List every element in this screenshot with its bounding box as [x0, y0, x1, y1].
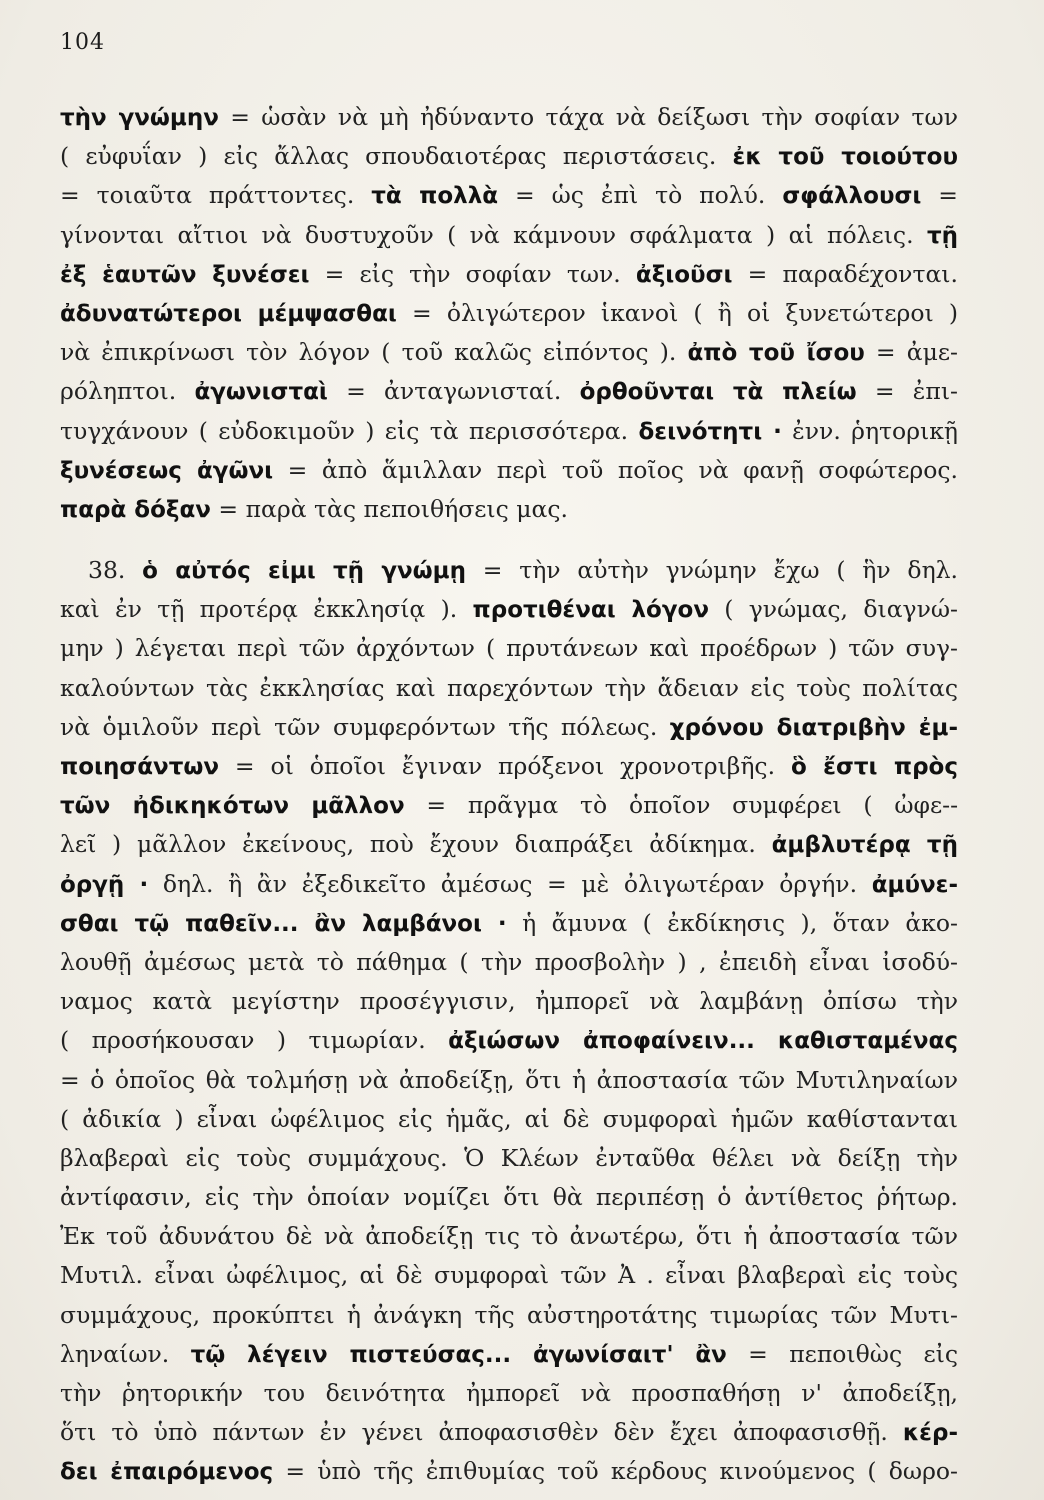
- gloss-text: = τὴν αὐτὴν γνώμην ἔχω ( ἣν δηλ.: [465, 556, 958, 585]
- gloss-text: γίνονται αἴτιοι νὰ δυστυχοῦν ( νὰ κάμνουν σφάλματα ) αἱ πόλεις.: [60, 220, 927, 249]
- text-line: [60, 98, 958, 137]
- lemma-term: ὀργῇ ·: [60, 871, 149, 898]
- text-line: [60, 372, 958, 411]
- lemma-term: ποιησάντων: [60, 754, 220, 780]
- gloss-text: = πεποιθὼς εἰς: [726, 1339, 958, 1368]
- text-line: [60, 1296, 958, 1335]
- gloss-text: = πρᾶγμα τὸ ὁποῖον συμφέρει ( ὠφε--: [404, 791, 958, 820]
- text-line: [60, 982, 958, 1021]
- gloss-text: =: [921, 181, 958, 210]
- text-line: [60, 904, 958, 943]
- lemma-term: δεινότητι ·: [638, 418, 782, 445]
- text-line: [60, 1374, 958, 1413]
- lemma-term: παρὰ δόξαν: [60, 496, 211, 523]
- gloss-text: = ὡσὰν νὰ μὴ ἠδύναντο τάχα νὰ δείξωσι τὴν σοφίαν των: [218, 103, 958, 131]
- text-line: [60, 1139, 958, 1178]
- text-line: [60, 1061, 958, 1100]
- gloss-text: = ἀνταγωνισταί.: [327, 377, 580, 406]
- gloss-text: = παραδέχονται.: [732, 259, 958, 288]
- text-line: [60, 1452, 958, 1491]
- lemma-term: δει ἐπαιρόμενος: [60, 1459, 274, 1486]
- gloss-text: ἐνν. ῥητορικῇ: [781, 416, 958, 445]
- lemma-term: κέρ-: [902, 1420, 958, 1447]
- gloss-text: ὅτι τὸ ὑπὸ πάντων ἐν γένει ἀποφασισθὲν δὲν ἔχει ἀποφασισθῇ.: [60, 1418, 903, 1447]
- gloss-text: ἡ ἄμυνα ( ἐκδίκησις ), ὅταν ἀκο-: [506, 908, 958, 937]
- lemma-term: ὃ ἔστι πρὸς: [790, 754, 958, 780]
- gloss-text: 38.: [88, 556, 143, 585]
- gloss-text: ( γνώμας, διαγνώ-: [709, 595, 958, 624]
- gloss-text: δηλ. ἢ ἂν ἐξεδικεῖτο ἀμέσως = μὲ ὀλιγωτέραν ὀργήν.: [148, 869, 872, 898]
- gloss-text: ( εὐφυΐαν ) εἰς ἄλλας σπουδαιοτέρας περιστάσεις.: [60, 142, 733, 171]
- lemma-term: ἀμύνε-: [871, 871, 958, 898]
- text-line: [60, 1021, 958, 1060]
- gloss-text: = τοιαῦτα πράττοντες.: [60, 181, 372, 210]
- gloss-text: Ἐκ τοῦ ἀδυνάτου δὲ νὰ ἀποδείξῃ τις τὸ ἀνωτέρω, ὅτι ἡ ἀποστασία τῶν: [60, 1222, 958, 1251]
- gloss-text: = ὑπὸ τῆς ἐπιθυμίας τοῦ κέρδους κινούμενος ( δωρο-: [273, 1457, 958, 1486]
- text-line: [60, 669, 958, 708]
- text-line: [60, 412, 958, 451]
- text-line: [60, 943, 958, 982]
- gloss-text: ρόληπτοι.: [60, 377, 195, 406]
- gloss-text: = εἰς τὴν σοφίαν των.: [309, 259, 636, 288]
- text-line: [60, 451, 958, 490]
- gloss-text: ληναίων.: [60, 1339, 191, 1368]
- text-line: [60, 865, 958, 904]
- text-line: [60, 590, 958, 629]
- gloss-text: τυγχάνουν ( εὐδοκιμοῦν ) εἰς τὰ περισσότερα.: [60, 416, 639, 445]
- lemma-term: τὴν γνώμην: [60, 105, 219, 131]
- gloss-text: καλούντων τὰς ἐκκλησίας καὶ παρεχόντων τὴν ἄδειαν εἰς τοὺς πολίτας: [60, 673, 958, 702]
- gloss-text: ( προσήκουσαν ) τιμωρίαν.: [60, 1026, 449, 1055]
- text-line: [60, 1217, 958, 1256]
- gloss-text: συμμάχους, προκύπτει ἡ ἀνάγκη τῆς αὐστηροτάτης τιμωρίας τῶν Μυτι-: [60, 1300, 958, 1329]
- text-line: [60, 1178, 958, 1217]
- gloss-text: τὴν ῥητορικήν του δεινότητα ἠμπορεῖ νὰ προσπαθήσῃ ν' ἀποδείξῃ,: [60, 1379, 958, 1407]
- gloss-text: μην ) λέγεται περὶ τῶν ἀρχόντων ( πρυτάνεων καὶ προέδρων ) τῶν συγ-: [60, 634, 958, 663]
- text-line: [60, 490, 958, 529]
- page-number: 104: [60, 30, 105, 55]
- gloss-text: ἀντίφασιν, εἰς τὴν ὁποίαν νομίζει ὅτι θὰ περιπέσῃ ὁ ἀντίθετος ῥήτωρ.: [60, 1183, 958, 1212]
- lemma-term: τὰ πολλὰ: [371, 183, 499, 210]
- lemma-term: τῇ: [926, 222, 958, 249]
- gloss-text: = παρὰ τὰς πεποιθήσεις μας.: [210, 494, 569, 523]
- text-line: [60, 1413, 958, 1452]
- gloss-text: βλαβεραὶ εἰς τοὺς συμμάχους. Ὁ Κλέων ἐνταῦθα θέλει νὰ δείξῃ τὴν: [60, 1143, 958, 1172]
- lemma-term: ἀπὸ τοῦ ἴσου: [687, 340, 865, 367]
- gloss-text: Μυτιλ. εἶναι ὠφέλιμος, αἱ δὲ συμφοραὶ τῶν Ἀ . εἶναι βλαβεραὶ εἰς τοὺς: [60, 1261, 958, 1290]
- gloss-text: = ἐπι-: [856, 377, 958, 406]
- gloss-text: νὰ ἐπικρίνωσι τὸν λόγον ( τοῦ καλῶς εἰπόντος ).: [60, 338, 688, 367]
- lemma-term: σφάλλουσι: [782, 183, 922, 210]
- gloss-text: λεῖ ) μᾶλλον ἐκείνους, ποὺ ἔχουν διαπράξει ἀδίκημα.: [60, 830, 772, 859]
- lemma-term: ἀξιώσων ἀποφαίνειν... καθισταμένας: [448, 1028, 958, 1055]
- text-line: [60, 1335, 958, 1374]
- text-line: [60, 294, 958, 333]
- text-line: [60, 1100, 958, 1139]
- text-line: [60, 1256, 958, 1295]
- lemma-term: τῶν ἠδικηκότων μᾶλλον: [60, 793, 405, 820]
- lemma-term: ἀξιοῦσι: [635, 261, 733, 288]
- text-line: [60, 708, 958, 747]
- lemma-term: ξυνέσεως ἀγῶνι: [60, 457, 274, 484]
- lemma-term: ἀμβλυτέρᾳ τῇ: [771, 832, 958, 859]
- lemma-term: ἀγωνισταὶ: [194, 379, 328, 406]
- gloss-text: = ἀπὸ ἅμιλλαν περὶ τοῦ ποῖος νὰ φανῇ σοφώτερος.: [273, 455, 958, 484]
- gloss-text: νὰ ὁμιλοῦν περὶ τῶν συμφερόντων τῆς πόλεως.: [60, 712, 670, 741]
- gloss-text: ναμος κατὰ μεγίστην προσέγγισιν, ἠμπορεῖ νὰ λαμβάνῃ ὀπίσω τὴν: [60, 987, 958, 1016]
- gloss-text: = οἱ ὁποῖοι ἔγιναν πρόξενοι χρονοτριβῆς.: [219, 752, 791, 780]
- gloss-text: ( ἀδικία ) εἶναι ὠφέλιμος εἰς ἡμᾶς, αἱ δὲ συμφοραὶ ἡμῶν καθίστανται: [60, 1104, 958, 1133]
- text-line: [60, 629, 958, 668]
- lemma-term: τῷ λέγειν πιστεύσας... ἀγωνίσαιτ' ἂν: [190, 1341, 727, 1368]
- text-line: [60, 333, 958, 372]
- text-line: [60, 137, 958, 176]
- commentary-text: [60, 98, 958, 1492]
- text-line: [60, 216, 958, 255]
- gloss-text: = ὡς ἐπὶ τὸ πολύ.: [498, 181, 783, 210]
- gloss-text: λουθῇ ἀμέσως μετὰ τὸ πάθημα ( τὴν προσβολὴν ) , ἐπειδὴ εἶναι ἰσοδύ-: [60, 947, 958, 976]
- lemma-term: προτιθέναι λόγον: [472, 597, 709, 624]
- lemma-term: ὁ αὐτός εἰμι τῇ γνώμῃ: [142, 558, 466, 585]
- gloss-text: = ἀμε-: [864, 338, 958, 367]
- lemma-term: ἐξ ἑαυτῶν ξυνέσει: [60, 261, 310, 288]
- text-line: [60, 786, 958, 825]
- lemma-term: ἀδυνατώτεροι μέμψασθαι: [60, 300, 397, 327]
- text-line: [60, 825, 958, 864]
- text-line: [60, 551, 958, 590]
- gloss-text: καὶ ἐν τῇ προτέρᾳ ἐκκλησίᾳ ).: [60, 595, 473, 624]
- gloss-text: = ὁ ὁποῖος θὰ τολμήσῃ νὰ ἀποδείξῃ, ὅτι ἡ ἀποστασία τῶν Μυτιληναίων: [60, 1065, 958, 1094]
- lemma-term: σθαι τῷ παθεῖν... ἂν λαμβάνοι ·: [60, 910, 507, 937]
- text-line: [60, 747, 958, 786]
- text-line: [60, 176, 958, 215]
- lemma-term: ἐκ τοῦ τοιούτου: [732, 144, 958, 171]
- gloss-text: = ὀλιγώτερον ἱκανοὶ ( ἢ οἱ ξυνετώτεροι ): [396, 298, 958, 327]
- lemma-term: χρόνου διατριβὴν ἐμ-: [669, 714, 958, 741]
- text-line: [60, 255, 958, 294]
- lemma-term: ὀρθοῦνται τὰ πλείω: [579, 379, 857, 406]
